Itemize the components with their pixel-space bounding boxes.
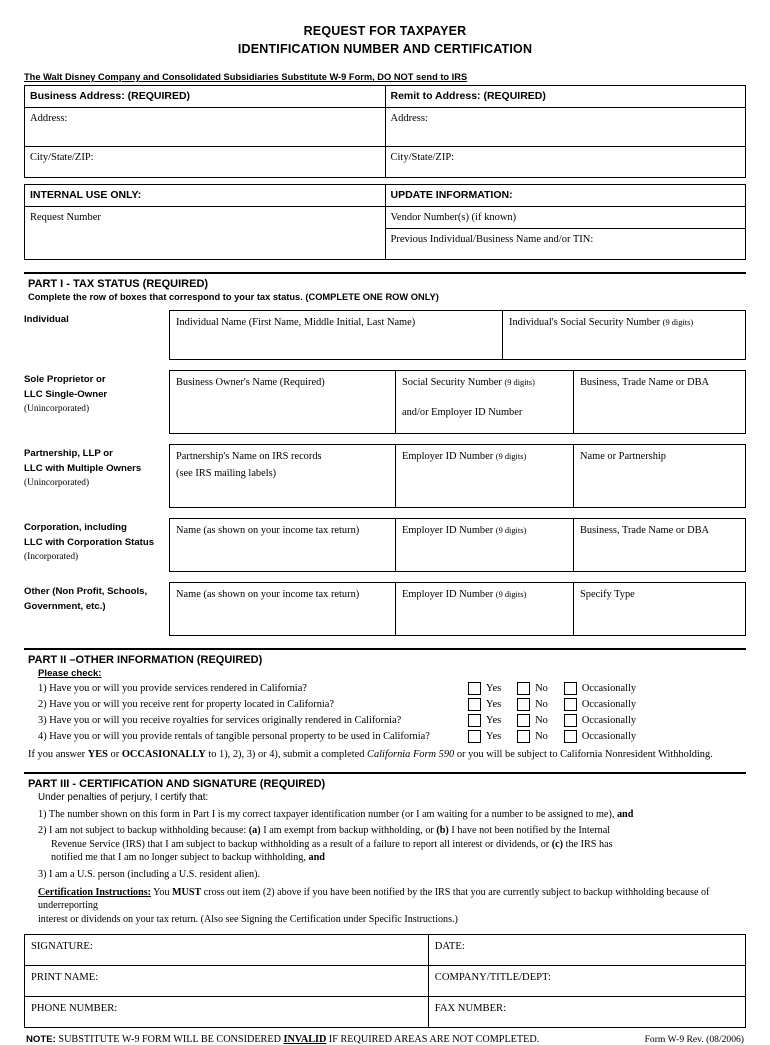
tax-status-label: Individual [24, 314, 69, 325]
q3-occasionally-option[interactable]: Occasionally [564, 714, 636, 727]
partnership-dba-field[interactable]: Name or Partnership [580, 451, 666, 462]
business-citystatezip-field[interactable]: City/State/ZIP: [25, 147, 386, 178]
checkbox-icon[interactable] [468, 682, 481, 695]
tax-status-row-other [24, 582, 746, 636]
checkbox-icon[interactable] [517, 730, 530, 743]
table-row [25, 86, 746, 108]
tax-status-fields [169, 582, 746, 636]
vendor-number-field[interactable]: Vendor Number(s) (if known) [385, 207, 746, 229]
checkbox-icon[interactable] [468, 698, 481, 711]
tax-status-label: Sole Proprietor or LLC Single-Owner (Unincorporated) [24, 374, 108, 414]
cert-item-3: 3) I am a U.S. person (including a U.S. resident alien). [38, 868, 261, 880]
signature-field[interactable]: SIGNATURE: [25, 935, 429, 966]
divider [24, 648, 746, 650]
table-row [25, 185, 746, 207]
tax-status-row-individual [24, 310, 746, 360]
question-options [468, 730, 636, 743]
table-row [25, 997, 746, 1028]
question-text: 1) Have you or will you provide services rendered in California? [38, 683, 307, 694]
corporation-name-field[interactable]: Name (as shown on your income tax return) [170, 519, 396, 571]
q4-yes-option[interactable]: Yes [468, 730, 501, 743]
individual-name-field[interactable]: Individual Name (First Name, Middle Initial, Last Name) [170, 311, 503, 359]
corporation-ein-field[interactable]: Employer ID Number (9 digits) [396, 519, 574, 571]
part3-title: PART III - CERTIFICATION AND SIGNATURE (REQUIRED) [28, 778, 326, 790]
q1-yes-option[interactable]: Yes [468, 682, 501, 695]
sole-proprietor-ssn-ein-field[interactable]: Social Security Number (9 digits) and/or Employer ID Number [396, 371, 574, 433]
question-row-2 [38, 698, 746, 711]
individual-ssn-field[interactable]: Individual's Social Security Number (9 digits) [509, 317, 694, 328]
checkbox-icon[interactable] [468, 714, 481, 727]
title-line-2: IDENTIFICATION NUMBER AND CERTIFICATION [237, 42, 533, 56]
q2-no-option[interactable]: No [517, 698, 548, 711]
question-text: 3) Have you or will you receive royalties for services originally rendered in California? [38, 715, 402, 726]
q2-occasionally-option[interactable]: Occasionally [564, 698, 636, 711]
tax-status-fields [169, 518, 746, 572]
q2-yes-option[interactable]: Yes [468, 698, 501, 711]
checkbox-icon[interactable] [564, 730, 577, 743]
business-address-label: Business Address: (REQUIRED) [25, 86, 386, 108]
table-row [25, 147, 746, 178]
form-revision: Form W-9 Rev. (08/2006) [644, 1034, 744, 1045]
partnership-name-field[interactable]: Partnership's Name on IRS records (see IRS mailing labels) [170, 445, 396, 507]
address-table [24, 85, 746, 178]
part1-subtitle: Complete the row of boxes that correspond to your tax status. (COMPLETE ONE ROW ONLY) [28, 292, 439, 302]
question-options [468, 682, 636, 695]
checkbox-icon[interactable] [564, 682, 577, 695]
question-row-4 [38, 730, 746, 743]
table-row [25, 108, 746, 147]
part3-intro: Under penalties of perjury, I certify that: [38, 792, 209, 803]
divider [24, 272, 746, 274]
question-text: 2) Have you or will you receive rent for property located in California? [38, 699, 335, 710]
part2-footnote: If you answer YES or OCCASIONALLY to 1), 2), 3) or 4), submit a completed California Form 590 or you will be subject to California Nonresident Withholding. [28, 749, 713, 760]
cert-item-2-line3: notified me that I am no longer subject to backup withholding, and [51, 852, 325, 864]
question-row-3 [38, 714, 746, 727]
table-row [25, 966, 746, 997]
cert-item-1: 1) The number shown on this form in Part I is my correct taxpayer identification number (or I am waiting for a number to be assigned to me), and [38, 809, 634, 820]
remit-address-field[interactable]: Address: [385, 108, 746, 147]
tax-status-label: Corporation, including LLC with Corporation Status (Incorporated) [24, 522, 155, 562]
form-subheader: The Walt Disney Company and Consolidated Subsidiaries Substitute W-9 Form, DO NOT send to IRS [24, 72, 468, 82]
q3-no-option[interactable]: No [517, 714, 548, 727]
tax-status-fields [169, 310, 746, 360]
tax-status-row-sole-proprietor [24, 370, 746, 434]
checkbox-icon[interactable] [468, 730, 481, 743]
form-footer [24, 1034, 746, 1045]
request-number-field[interactable]: Request Number [25, 207, 386, 260]
internal-use-label: INTERNAL USE ONLY: [25, 185, 386, 207]
business-owner-name-field[interactable]: Business Owner's Name (Required) [170, 371, 396, 433]
please-check-label: Please check: [38, 668, 102, 679]
question-options [468, 698, 636, 711]
other-name-field[interactable]: Name (as shown on your income tax return) [170, 583, 396, 635]
checkbox-icon[interactable] [564, 714, 577, 727]
other-specify-type-field[interactable]: Specify Type [580, 589, 635, 600]
remit-address-label: Remit to Address: (REQUIRED) [385, 86, 746, 108]
signature-table [24, 934, 746, 1028]
other-ein-field[interactable]: Employer ID Number (9 digits) [396, 583, 574, 635]
date-field[interactable]: DATE: [428, 935, 745, 966]
question-text: 4) Have you or will you provide rentals of tangible personal property to be used in California? [38, 731, 430, 742]
internal-use-table [24, 184, 746, 260]
fax-number-field[interactable]: FAX NUMBER: [428, 997, 745, 1028]
previous-name-field[interactable]: Previous Individual/Business Name and/or TIN: [385, 229, 746, 260]
tax-status-fields [169, 444, 746, 508]
partnership-ein-field[interactable]: Employer ID Number (9 digits) [396, 445, 574, 507]
divider [24, 772, 746, 774]
part2-title: PART II –OTHER INFORMATION (REQUIRED) [28, 654, 263, 666]
q3-yes-option[interactable]: Yes [468, 714, 501, 727]
certification-instructions: Certification Instructions: You MUST cross out item (2) above if you have been notified by the IRS that you are currently subject to backup withholding because of underreporting interest or dividends on your tax return. (Also see Signing the Certification under Specific Instructions.) [38, 887, 710, 925]
company-title-dept-field[interactable]: COMPANY/TITLE/DEPT: [428, 966, 745, 997]
checkbox-icon[interactable] [517, 698, 530, 711]
part1-title: PART I - TAX STATUS (REQUIRED) [28, 278, 209, 290]
cert-item-2: 2) I am not subject to backup withholding because: (a) I am exempt from backup withholding, or (b) I have not been notified by the Internal Revenue Service (IRS) that I am subject to backup withholding as a result of a failure to report all interest or dividends, or (c) the IRS has notified me that I am no longer subject to backup withholding, and [38, 824, 746, 864]
corporation-dba-field[interactable]: Business, Trade Name or DBA [580, 525, 710, 536]
question-options [468, 714, 636, 727]
q1-occasionally-option[interactable]: Occasionally [564, 682, 636, 695]
tax-status-label: Partnership, LLP or LLC with Multiple Owners (Unincorporated) [24, 448, 142, 488]
form-title [24, 22, 746, 58]
checkbox-icon[interactable] [517, 682, 530, 695]
tax-status-label: Other (Non Profit, Schools, Government, etc.) [24, 586, 148, 612]
title-line-1: REQUEST FOR TAXPAYER [303, 24, 467, 38]
table-row [25, 207, 746, 229]
cert-item-2-line2: Revenue Service (IRS) that I am subject to backup withholding as a result of a failure to report all interest or dividends, or (c) the IRS has [51, 838, 613, 850]
q4-no-option[interactable]: No [517, 730, 548, 743]
sole-proprietor-dba-field[interactable]: Business, Trade Name or DBA [580, 377, 710, 388]
business-address-field[interactable]: Address: [25, 108, 386, 147]
checkbox-icon[interactable] [517, 714, 530, 727]
tax-status-row-partnership [24, 444, 746, 508]
tax-status-row-corporation [24, 518, 746, 572]
tax-status-fields [169, 370, 746, 434]
q4-occasionally-option[interactable]: Occasionally [564, 730, 636, 743]
q1-no-option[interactable]: No [517, 682, 548, 695]
print-name-field[interactable]: PRINT NAME: [25, 966, 429, 997]
checkbox-icon[interactable] [564, 698, 577, 711]
footer-note: NOTE: SUBSTITUTE W-9 FORM WILL BE CONSIDERED INVALID IF REQUIRED AREAS ARE NOT COMPLETED. [26, 1034, 540, 1045]
question-row-1 [38, 682, 746, 695]
update-info-label: UPDATE INFORMATION: [385, 185, 746, 207]
remit-citystatezip-field[interactable]: City/State/ZIP: [385, 147, 746, 178]
table-row [25, 935, 746, 966]
phone-number-field[interactable]: PHONE NUMBER: [25, 997, 429, 1028]
